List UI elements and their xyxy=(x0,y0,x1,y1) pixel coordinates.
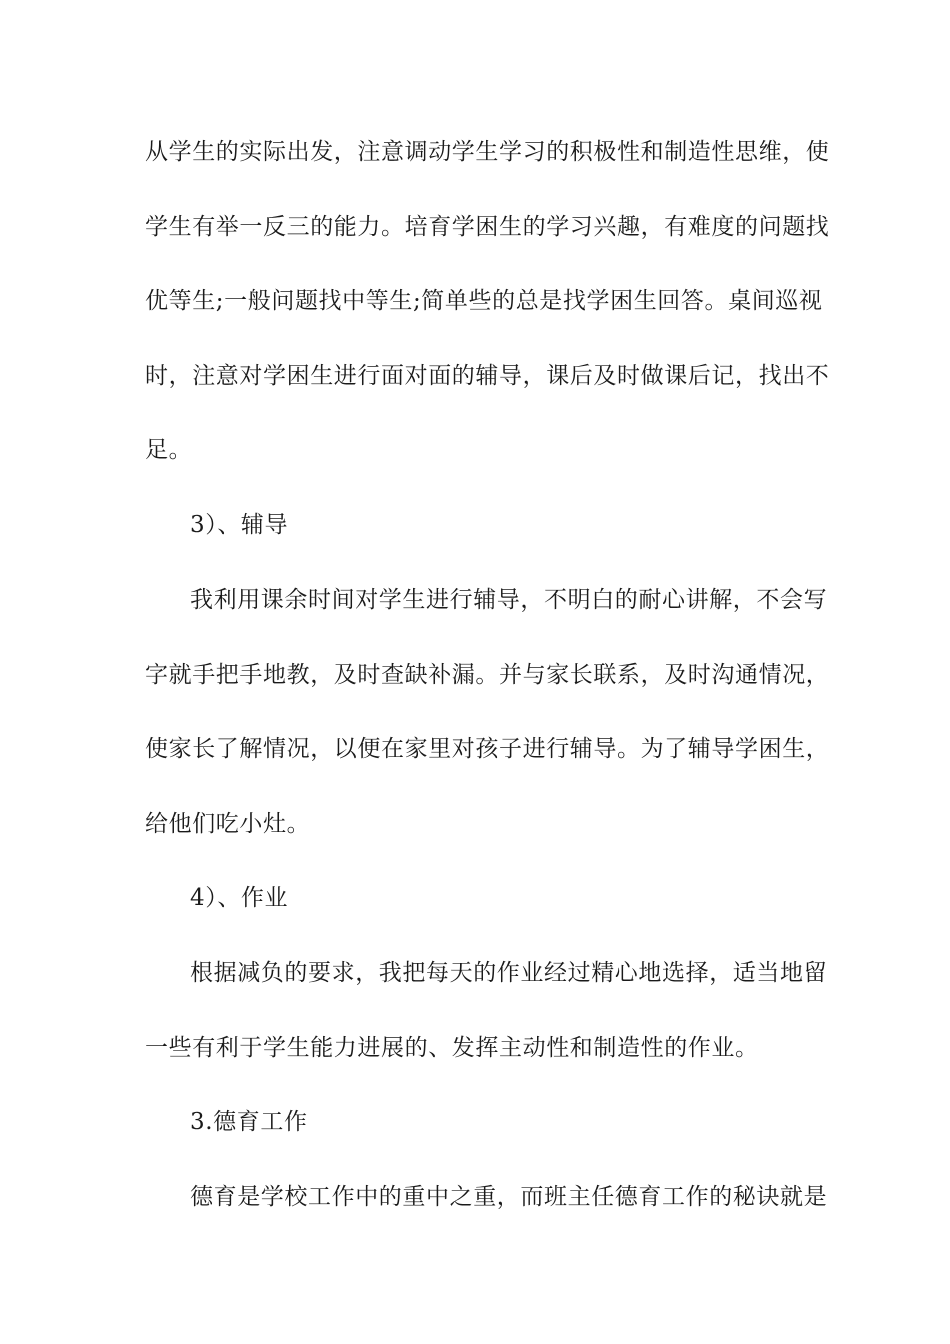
paragraph-line: 学生有举一反三的能力。培育学困生的学习兴趣，有难度的问题找 xyxy=(145,214,830,240)
paragraph-line: 时，注意对学困生进行面对面的辅导，课后及时做课后记，找出不 xyxy=(145,363,830,389)
paragraph-line: 给他们吃小灶。 xyxy=(145,811,311,837)
paragraph-line: 足。 xyxy=(145,437,193,463)
section-heading: 4）、作业 xyxy=(190,885,289,911)
paragraph-line: 我利用课余时间对学生进行辅导，不明白的耐心讲解，不会写 xyxy=(190,587,828,613)
paragraph-line: 从学生的实际出发，注意调动学生学习的积极性和制造性思维，使 xyxy=(145,139,830,165)
paragraph-line: 使家长了解情况，以便在家里对孩子进行辅导。为了辅导学困生， xyxy=(145,736,830,762)
section-heading: 3）、辅导 xyxy=(190,512,289,538)
section-heading: 3.德育工作 xyxy=(190,1109,308,1135)
paragraph-line: 一些有利于学生能力进展的、发挥主动性和制造性的作业。 xyxy=(145,1035,759,1061)
paragraph-line: 根据减负的要求，我把每天的作业经过精心地选择，适当地留 xyxy=(190,960,828,986)
paragraph-line: 德育是学校工作中的重中之重，而班主任德育工作的秘诀就是 xyxy=(190,1184,828,1210)
paragraph-line: 优等生;一般问题找中等生;简单些的总是找学困生回答。桌间巡视 xyxy=(145,288,823,314)
paragraph-line: 字就手把手地教，及时查缺补漏。并与家长联系，及时沟通情况， xyxy=(145,662,830,688)
